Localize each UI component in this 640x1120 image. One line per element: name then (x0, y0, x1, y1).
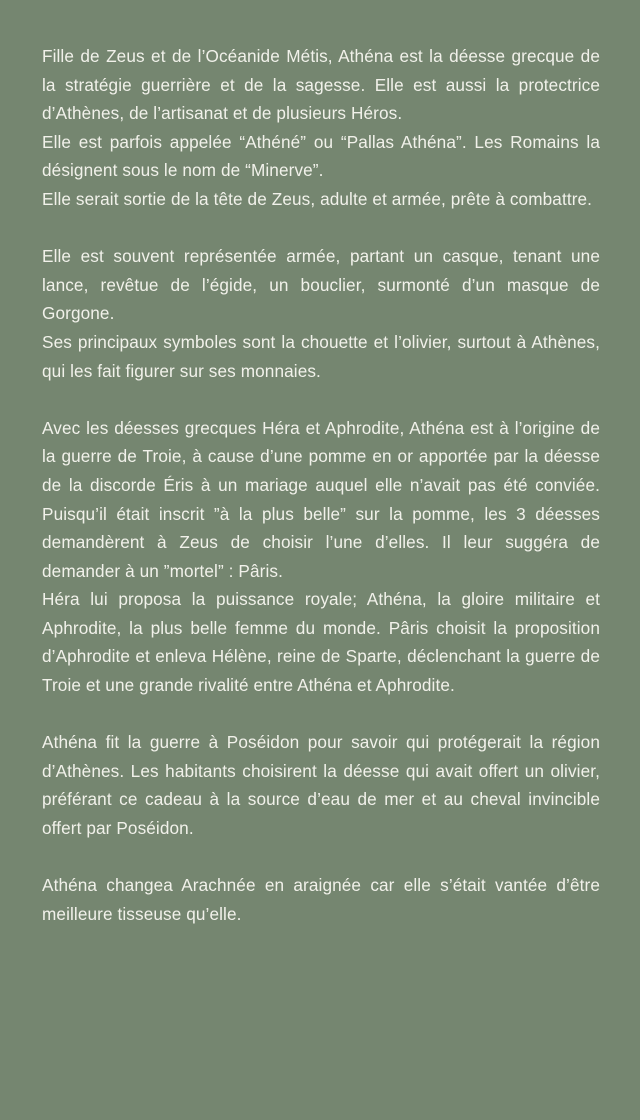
text-line: Ses principaux symboles sont la chouette et l’olivier, surtout à Athènes, qui les fait figurer sur ses monnaies. (42, 331, 600, 381)
text-line: Héra lui proposa la puissance royale; Athéna, la gloire militaire et Aphrodite, la plus belle femme du monde. Pâris choisit la proposition d’Aphrodite et enleva Hélène, reine de Sparte, déclenchant la guerre de Troie et une grande rivalité entre Athéna et Aphrodite. (42, 589, 600, 696)
text-line: Elle est souvent représentée armée, partant un casque, tenant une lance, revêtue de l’égide, un bouclier, surmonté d’un masque de Gorgone. (42, 246, 600, 324)
text-line: Athéna fit la guerre à Poséidon pour savoir qui protégerait la région d’Athènes. Les habitants choisirent la déesse qui avait offert un olivier, préférant ce cadeau à la source d’eau de mer et au cheval invincible offert par Poséidon. (42, 732, 600, 839)
text-line: Elle serait sortie de la tête de Zeus, adulte et armée, prête à combattre. (42, 188, 593, 209)
paragraph-troy (42, 414, 600, 700)
text-line: Avec les déesses grecques Héra et Aphrodite, Athéna est à l’origine de la guerre de Troie, à cause d’une pomme en or apportée par la déesse de la discorde Éris à un mariage auquel elle n’avait pas été conviée. Puisqu’il était inscrit ”à la plus belle” sur la pomme, les 3 déesses demandèrent à Zeus de choisir l’une d’elles. Il leur suggéra de demander à un ”mortel” : Pâris. (42, 417, 600, 581)
text-line: Elle est parfois appelée “Athéné” ou “Pallas Athéna”. Les Romains la désignent sous le nom de “Minerve”. (42, 131, 600, 181)
paragraph-origins (42, 42, 600, 214)
paragraph-arachne (42, 871, 600, 928)
article-body (42, 42, 600, 928)
paragraph-representation (42, 242, 600, 385)
text-line: Fille de Zeus et de l’Océanide Métis, Athéna est la déesse grecque de la stratégie guerrière et de la sagesse. Elle est aussi la protectrice d’Athènes, de l’artisanat et de plusieurs Héros. (42, 46, 600, 124)
paragraph-poseidon (42, 728, 600, 842)
text-line: Athéna changea Arachnée en araignée car elle s’était vantée d’être meilleure tisseuse qu’elle. (42, 875, 600, 924)
